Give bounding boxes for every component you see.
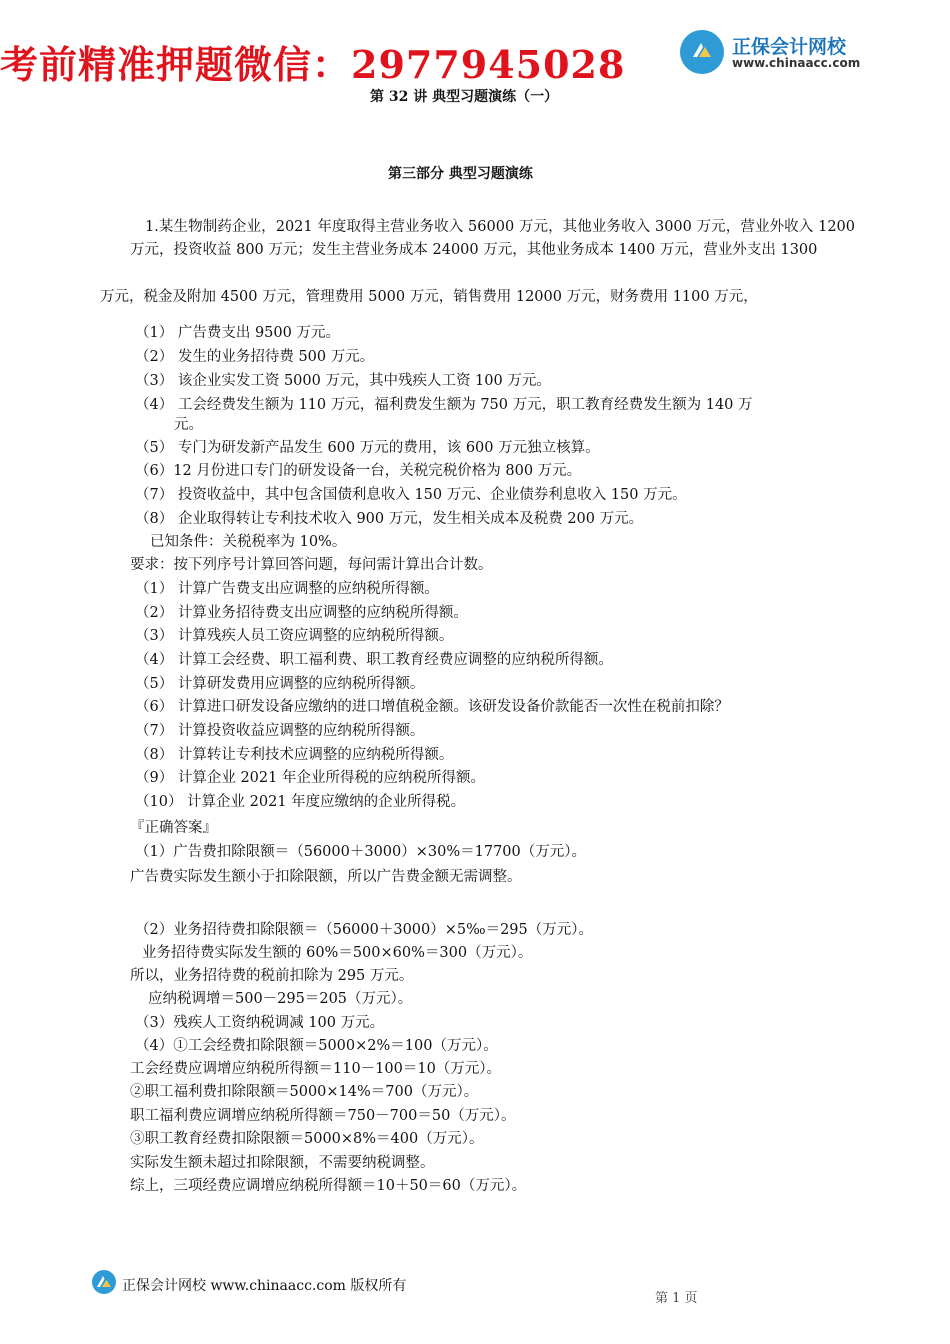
answer-line: 应纳税调增＝500－295＝205（万元）。 [148, 991, 413, 1007]
answer-line: 所以，业务招待费的税前扣除为 295 万元。 [130, 968, 414, 984]
doc-title: 第 32 讲 典型习题演练（一） [370, 89, 559, 105]
fact-line: （8） 企业取得转让专利技术收入 900 万元，发生相关成本及税费 200 万元。 [135, 511, 644, 527]
intro-continuation-clipped [100, 286, 758, 305]
question-line: （10） 计算企业 2021 年度应缴纳的企业所得税。 [135, 794, 466, 810]
answer-line: 实际发生额未超过扣除限额，不需要纳税调整。 [130, 1155, 435, 1171]
answer-line: ②职工福利费扣除限额＝5000×14%＝700（万元）。 [130, 1084, 479, 1100]
intro-continuation: 万元，税金及附加 4500 万元，管理费用 5000 万元，销售费用 12000 万元，财务费用 1100 万元， [100, 289, 758, 305]
fact-line: （2） 发生的业务招待费 500 万元。 [135, 349, 375, 365]
section-title: 第三部分 典型习题演练 [388, 166, 533, 182]
question-line: （6） 计算进口研发设备应缴纳的进口增值税金额。该研发设备价款能否一次性在税前扣除？ [135, 699, 729, 715]
logo-name: 正保会计网校 [732, 36, 847, 58]
doc-title-clipped [370, 86, 559, 105]
fact-line: （7） 投资收益中，其中包含国债利息收入 150 万元、企业债券利息收入 150 万元。 [135, 487, 687, 503]
answer-line: （2）业务招待费扣除限额＝（56000＋3000）×5‰＝295（万元）。 [135, 922, 594, 938]
fact-line: （5） 专门为研发新产品发生 600 万元的费用，该 600 万元独立核算。 [135, 440, 600, 456]
answer-line: 职工福利费应调增应纳税所得额＝750－700＝50（万元）。 [130, 1108, 516, 1124]
logo-emblem-icon [680, 30, 724, 74]
logo-check-icon [690, 39, 714, 63]
answer-line: ③职工教育经费扣除限额＝5000×8%＝400（万元）。 [130, 1131, 484, 1147]
logo-url: www.chinaacc.com [732, 56, 861, 70]
answer-line: （1）广告费扣除限额＝（56000＋3000）×30%＝17700（万元）。 [135, 844, 587, 860]
answer-line: 综上，三项经费应调增应纳税所得额＝10＋50＝60（万元）。 [130, 1178, 527, 1194]
fact-line: （4） 工会经费发生额为 110 万元，福利费发生额为 750 万元，职工教育经费发生额为 140 万 [135, 397, 753, 413]
section-title-clipped [388, 163, 533, 182]
brand-logo[interactable] [680, 30, 880, 80]
answer-line: 工会经费应调增应纳税所得额＝110－100＝10（万元）。 [130, 1061, 502, 1077]
footer-page-number: 第 1 页 [655, 1291, 698, 1306]
answer-line: （3）残疾人工资纳税调减 100 万元。 [135, 1015, 385, 1031]
question-line: （9） 计算企业 2021 年企业所得税的应纳税所得额。 [135, 770, 485, 786]
question-line: （7） 计算投资收益应调整的应纳税所得额。 [135, 723, 425, 739]
fact-line: （1） 广告费支出 9500 万元。 [135, 325, 340, 341]
fact-line: 已知条件：关税税率为 10%。 [150, 534, 347, 550]
fact-line: （6）12 月份进口专门的研发设备一台，关税完税价格为 800 万元。 [135, 463, 582, 479]
footer-logo-icon [92, 1270, 116, 1294]
question-line: （3） 计算残疾人员工资应调整的应纳税所得额。 [135, 628, 454, 644]
question-line: （5） 计算研发费用应调整的应纳税所得额。 [135, 676, 425, 692]
fact-line: 要求：按下列序号计算回答问题，每问需计算出合计数。 [130, 557, 493, 573]
question-intro: 1.某生物制药企业，2021 年度取得主营业务收入 56000 万元，其他业务收入 3000 万元，营业外收入 1200 万元，投资收益 800 万元；发生主营业务成本 24000 万元，其他业务成本 1400 万元，营业外支出 1300 [130, 219, 855, 258]
answer-label: 『正确答案』 [130, 820, 217, 836]
fact-line: （3） 该企业实发工资 5000 万元，其中残疾人工资 100 万元。 [135, 373, 551, 389]
answer-line: （4）①工会经费扣除限额＝5000×2%＝100（万元）。 [135, 1038, 498, 1054]
answer-line: 广告费实际发生额小于扣除限额，所以广告费金额无需调整。 [130, 869, 522, 885]
question-line: （2） 计算业务招待费支出应调整的应纳税所得额。 [135, 605, 468, 621]
footer-copyright: 正保会计网校 www.chinaacc.com 版权所有 [122, 1278, 407, 1294]
answer-line: 业务招待费实际发生额的 60%＝500×60%＝300（万元）。 [142, 945, 533, 961]
question-line: （1） 计算广告费支出应调整的应纳税所得额。 [135, 581, 439, 597]
question-line: （4） 计算工会经费、职工福利费、职工教育经费应调整的应纳税所得额。 [135, 652, 613, 668]
fact-line: 元。 [174, 417, 203, 433]
footer-check-icon [92, 1270, 116, 1294]
promo-banner: 考前精准押题微信：2977945028 [0, 42, 626, 87]
question-line: （8） 计算转让专利技术应调整的应纳税所得额。 [135, 747, 454, 763]
